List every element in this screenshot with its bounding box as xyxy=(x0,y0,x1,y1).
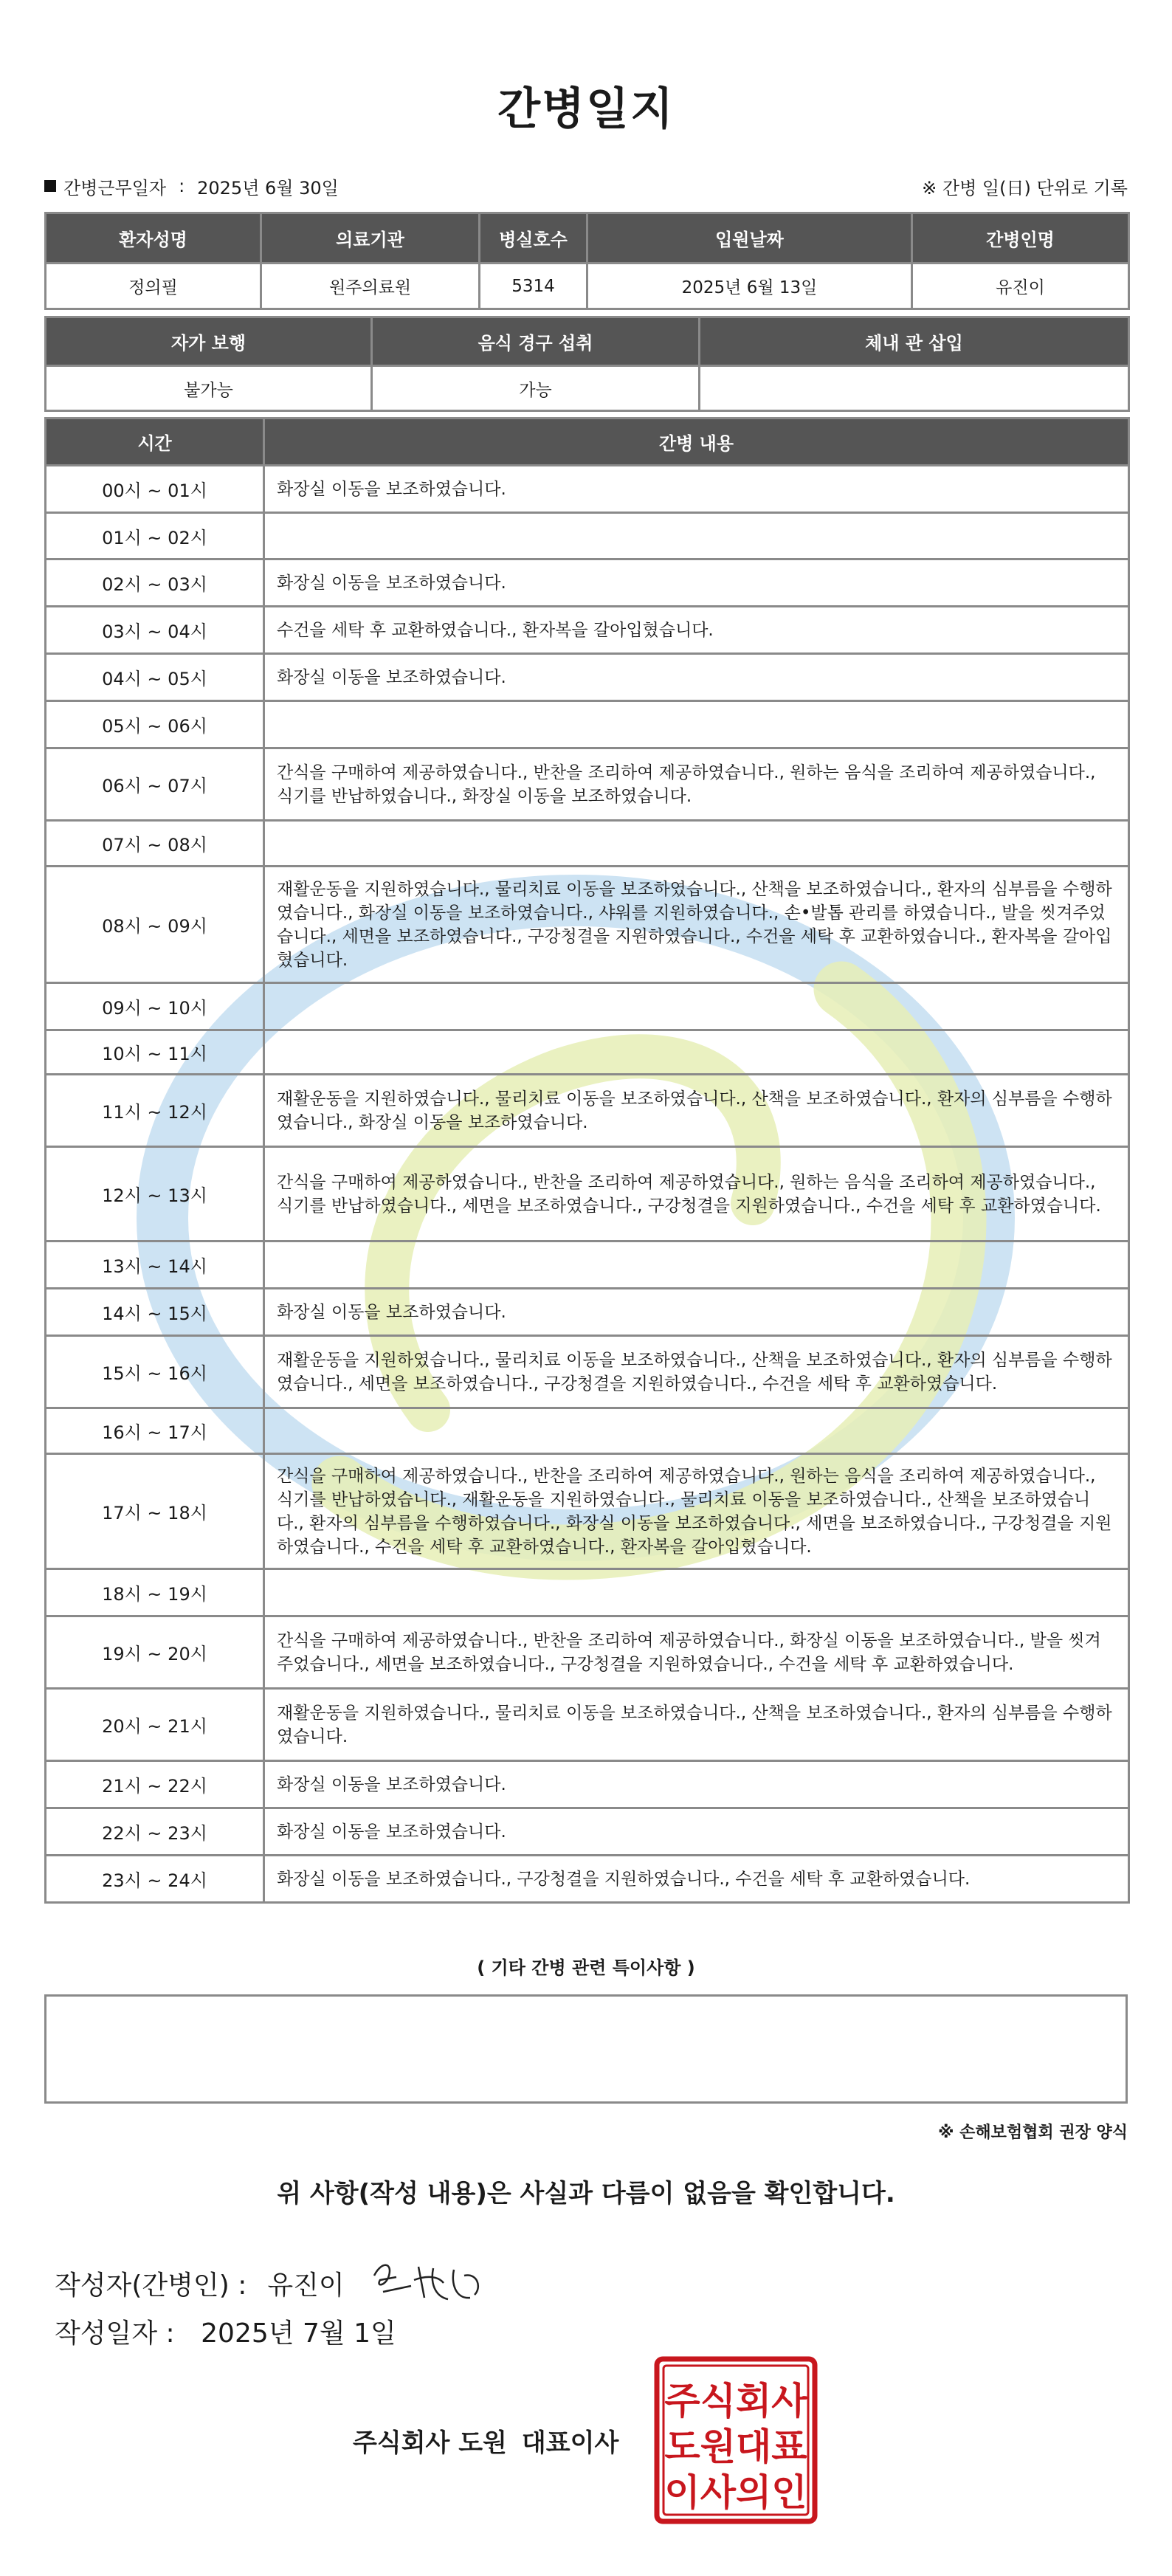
log-content-cell xyxy=(264,1030,1129,1075)
table-header-row xyxy=(46,317,1129,366)
care-log-body xyxy=(46,466,1129,1903)
log-time-cell: 18시 ~ 19시 xyxy=(46,1569,264,1616)
table-row xyxy=(46,559,1129,607)
table-row xyxy=(46,1569,1129,1616)
table-row xyxy=(46,1289,1129,1336)
table-row xyxy=(46,1761,1129,1808)
log-content-cell: 화장실 이동을 보조하였습니다. xyxy=(264,1808,1129,1856)
log-time-cell: 01시 ~ 02시 xyxy=(46,513,264,559)
table-row xyxy=(46,466,1129,513)
log-content-cell xyxy=(264,1408,1129,1454)
writer-label: 작성자(간병인) : xyxy=(55,2270,247,2301)
log-time-cell: 03시 ~ 04시 xyxy=(46,607,264,654)
table-row xyxy=(46,1075,1129,1147)
signature-icon xyxy=(367,2253,492,2312)
log-content-cell: 화장실 이동을 보조하였습니다. xyxy=(264,1761,1129,1808)
log-time-cell: 21시 ~ 22시 xyxy=(46,1761,264,1808)
table-row xyxy=(46,513,1129,559)
writer-line xyxy=(55,2253,492,2312)
writer-name: 유진이 xyxy=(267,2270,345,2301)
log-time-cell: 22시 ~ 23시 xyxy=(46,1808,264,1856)
table-row xyxy=(46,1454,1129,1569)
tube-insertion-value xyxy=(700,366,1129,411)
work-date xyxy=(44,173,339,199)
patient-info-table xyxy=(44,212,1130,310)
log-time-cell: 14시 ~ 15시 xyxy=(46,1289,264,1336)
table-row xyxy=(46,867,1129,983)
extra-notes-title: ( 기타 간병 관련 특이사항 ) xyxy=(477,1957,695,1978)
work-date-label: 간병근무일자 xyxy=(63,177,167,199)
log-time-cell: 10시 ~ 11시 xyxy=(46,1030,264,1075)
log-content-cell xyxy=(264,821,1129,867)
company-representative-title: 대표이사 xyxy=(521,2428,619,2458)
seal-text-line: 이사의인 xyxy=(664,2470,807,2514)
written-date-line xyxy=(55,2312,396,2350)
table-row xyxy=(46,1336,1129,1408)
log-time-cell: 05시 ~ 06시 xyxy=(46,701,264,748)
log-time-cell: 17시 ~ 18시 xyxy=(46,1454,264,1569)
extra-notes-box xyxy=(44,1994,1128,2104)
room-number: 5314 xyxy=(480,264,587,309)
seal-text-line: 주식회사 xyxy=(664,2379,807,2422)
patient-name: 정의필 xyxy=(46,264,261,309)
table-row xyxy=(46,1241,1129,1289)
table-row xyxy=(46,264,1129,309)
header-patient-name: 환자성명 xyxy=(46,213,261,264)
confirmation-statement: 위 사항(작성 내용)은 사실과 다름이 없음을 확인합니다. xyxy=(277,2179,895,2208)
company-seal-icon xyxy=(654,2356,818,2524)
log-time-cell: 15시 ~ 16시 xyxy=(46,1336,264,1408)
written-date-label: 작성일자 : xyxy=(55,2318,175,2349)
header-room: 병실호수 xyxy=(480,213,587,264)
log-time-cell: 13시 ~ 14시 xyxy=(46,1241,264,1289)
table-row xyxy=(46,701,1129,748)
table-header-row xyxy=(46,213,1129,264)
header-caregiver: 간병인명 xyxy=(912,213,1129,264)
table-row xyxy=(46,366,1129,411)
header-care-content: 간병 내용 xyxy=(264,419,1129,466)
company-line xyxy=(353,2422,618,2459)
table-row xyxy=(46,1856,1129,1903)
log-time-cell: 02시 ~ 03시 xyxy=(46,559,264,607)
log-content-cell: 간식을 구매하여 제공하였습니다., 반찬을 조리하여 제공하였습니다., 원하는 음식을 조리하여 제공하였습니다., 식기를 반납하였습니다., 세면을 보조하였습니다., 구강청결을 지원하였습니다., 수건을 세탁 후 교환하였습니다. xyxy=(264,1147,1129,1241)
log-content-cell: 간식을 구매하여 제공하였습니다., 반찬을 조리하여 제공하였습니다., 원하는 음식을 조리하여 제공하였습니다., 식기를 반납하였습니다., 화장실 이동을 보조하였습니다. xyxy=(264,748,1129,821)
log-time-cell: 20시 ~ 21시 xyxy=(46,1689,264,1761)
seal-text-line: 도원대표 xyxy=(664,2425,807,2468)
table-row xyxy=(46,821,1129,867)
table-row xyxy=(46,748,1129,821)
self-walking-value: 불가능 xyxy=(46,366,372,411)
log-time-cell: 23시 ~ 24시 xyxy=(46,1856,264,1903)
header-admission-date: 입원날짜 xyxy=(587,213,912,264)
oral-intake-value: 가능 xyxy=(372,366,700,411)
log-content-cell xyxy=(264,701,1129,748)
record-unit-note: ※ 간병 일(日) 단위로 기록 xyxy=(922,177,1128,199)
hospital: 원주의료원 xyxy=(261,264,480,309)
patient-status-table xyxy=(44,316,1130,412)
log-time-cell: 07시 ~ 08시 xyxy=(46,821,264,867)
header-hospital: 의료기관 xyxy=(261,213,480,264)
log-time-cell: 16시 ~ 17시 xyxy=(46,1408,264,1454)
log-content-cell: 재활운동을 지원하였습니다., 물리치료 이동을 보조하였습니다., 산책을 보조하였습니다., 환자의 심부름을 수행하였습니다., 화장실 이동을 보조하였습니다. xyxy=(264,1075,1129,1147)
log-content-cell xyxy=(264,983,1129,1030)
work-date-separator: : xyxy=(179,176,185,196)
table-row xyxy=(46,1147,1129,1241)
admission-date: 2025년 6월 13일 xyxy=(587,264,912,309)
log-content-cell: 재활운동을 지원하였습니다., 물리치료 이동을 보조하였습니다., 산책을 보조하였습니다., 환자의 심부름을 수행하였습니다. xyxy=(264,1689,1129,1761)
document-title: 간병일지 xyxy=(497,83,675,135)
log-content-cell xyxy=(264,1569,1129,1616)
log-content-cell: 간식을 구매하여 제공하였습니다., 반찬을 조리하여 제공하였습니다., 원하는 음식을 조리하여 제공하였습니다., 식기를 반납하였습니다., 재활운동을 지원하였습니다., 물리치료 이동을 보조하였습니다., 산책을 보조하였습니다., 환자의 심부름을 수행하였습니다., 화장실 이동을 보조하였습니다., 세면을 보조하였습니다., 구강청결을 지원하였습니다., 수건을 세탁 후 교환하였습니다., 환자복을 갈아입혔습니다. xyxy=(264,1454,1129,1569)
written-date-value: 2025년 7월 1일 xyxy=(201,2318,396,2349)
header-tube-insertion: 체내 관 삽입 xyxy=(700,317,1129,366)
log-content-cell: 화장실 이동을 보조하였습니다. xyxy=(264,654,1129,701)
log-time-cell: 04시 ~ 05시 xyxy=(46,654,264,701)
log-time-cell: 09시 ~ 10시 xyxy=(46,983,264,1030)
caregiver-name: 유진이 xyxy=(912,264,1129,309)
log-content-cell xyxy=(264,513,1129,559)
table-row xyxy=(46,1408,1129,1454)
log-time-cell: 11시 ~ 12시 xyxy=(46,1075,264,1147)
table-row xyxy=(46,1808,1129,1856)
table-row xyxy=(46,654,1129,701)
recommendation-note: ※ 손해보험협회 권장 양식 xyxy=(938,2124,1128,2142)
company-name: 주식회사 도원 xyxy=(353,2428,507,2458)
header-self-walking: 자가 보행 xyxy=(46,317,372,366)
log-time-cell: 19시 ~ 20시 xyxy=(46,1616,264,1689)
log-content-cell: 재활운동을 지원하였습니다., 물리치료 이동을 보조하였습니다., 산책을 보조하였습니다., 환자의 심부름을 수행하였습니다., 세면을 보조하였습니다., 구강청결을 지원하였습니다., 수건을 세탁 후 교환하였습니다. xyxy=(264,1336,1129,1408)
header-time: 시간 xyxy=(46,419,264,466)
table-row xyxy=(46,1689,1129,1761)
care-log-table xyxy=(44,417,1130,1904)
table-header-row xyxy=(46,419,1129,466)
log-content-cell: 수건을 세탁 후 교환하였습니다., 환자복을 갈아입혔습니다. xyxy=(264,607,1129,654)
log-content-cell: 간식을 구매하여 제공하였습니다., 반찬을 조리하여 제공하였습니다., 화장실 이동을 보조하였습니다., 발을 씻겨주었습니다., 세면을 보조하였습니다., 구강청결을 지원하였습니다., 수건을 세탁 후 교환하였습니다. xyxy=(264,1616,1129,1689)
log-time-cell: 08시 ~ 09시 xyxy=(46,867,264,983)
header-oral-intake: 음식 경구 섭취 xyxy=(372,317,700,366)
log-time-cell: 06시 ~ 07시 xyxy=(46,748,264,821)
log-content-cell: 화장실 이동을 보조하였습니다. xyxy=(264,559,1129,607)
log-time-cell: 00시 ~ 01시 xyxy=(46,466,264,513)
log-content-cell: 화장실 이동을 보조하였습니다. xyxy=(264,1289,1129,1336)
table-row xyxy=(46,983,1129,1030)
log-content-cell: 화장실 이동을 보조하였습니다., 구강청결을 지원하였습니다., 수건을 세탁 후 교환하였습니다. xyxy=(264,1856,1129,1903)
square-bullet-icon xyxy=(44,180,56,192)
log-time-cell: 12시 ~ 13시 xyxy=(46,1147,264,1241)
log-content-cell xyxy=(264,1241,1129,1289)
meta-row xyxy=(44,171,1128,201)
table-row xyxy=(46,607,1129,654)
log-content-cell: 재활운동을 지원하였습니다., 물리치료 이동을 보조하였습니다., 산책을 보조하였습니다., 환자의 심부름을 수행하였습니다., 화장실 이동을 보조하였습니다., 샤워를 지원하였습니다., 손•발톱 관리를 하였습니다., 발을 씻겨주었습니다., 세면을 보조하였습니다., 구강청결을 지원하였습니다., 수건을 세탁 후 교환하였습니다., 환자복을 갈아입혔습니다. xyxy=(264,867,1129,983)
work-date-value: 2025년 6월 30일 xyxy=(197,177,339,199)
table-row xyxy=(46,1030,1129,1075)
table-row xyxy=(46,1616,1129,1689)
log-content-cell: 화장실 이동을 보조하였습니다. xyxy=(264,466,1129,513)
